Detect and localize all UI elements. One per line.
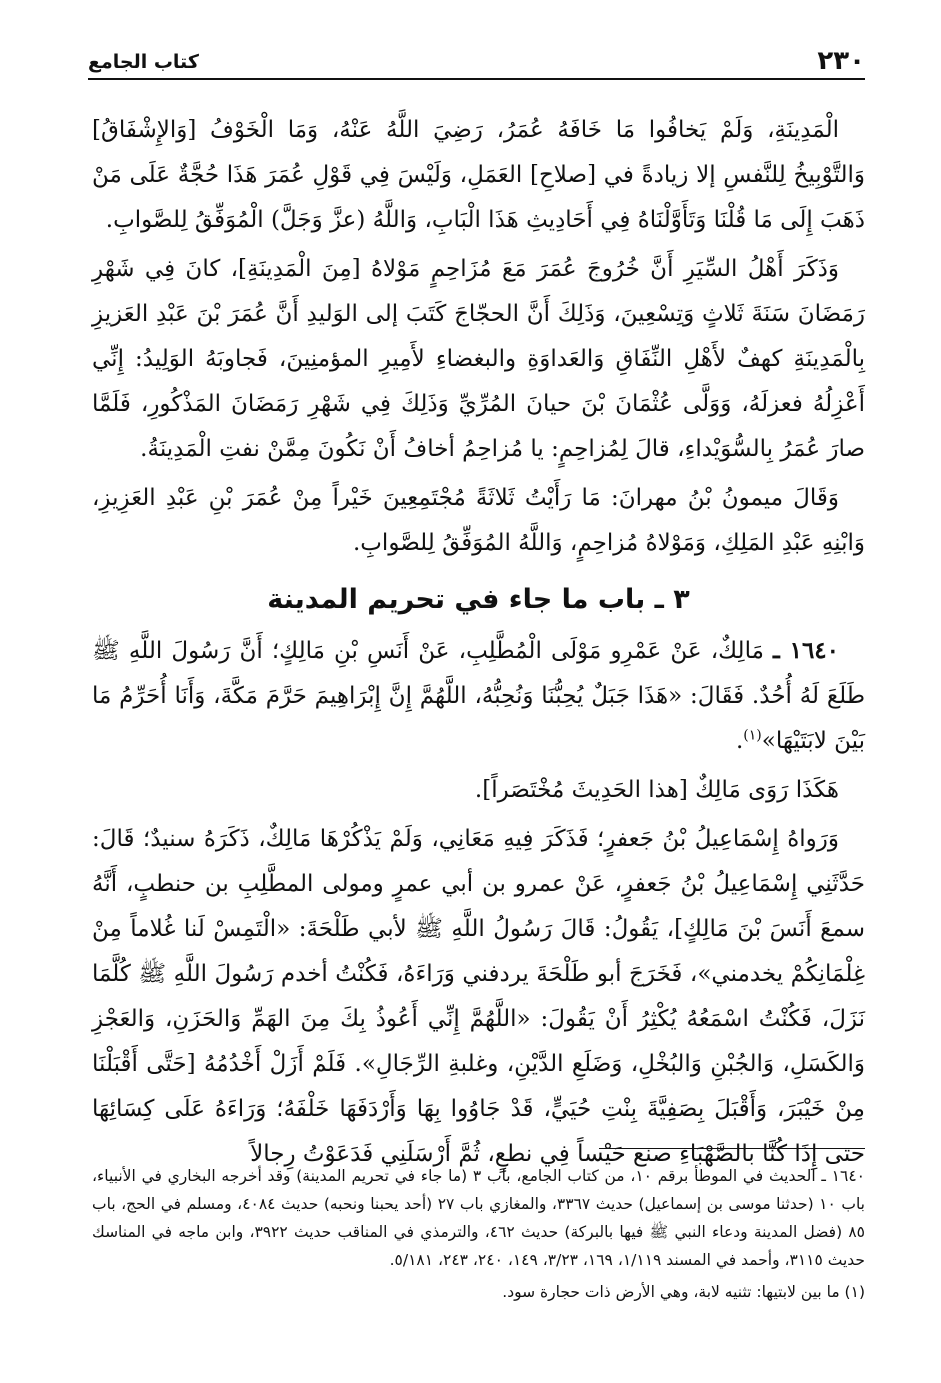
footnote-gloss: (١) ما بين لابتيها: تثنيه لابة، وهي الأرض ذات حجارة سود.	[502, 1283, 865, 1301]
paragraph: وَذَكَرَ أَهْلُ السِّيَرِ أَنَّ خُرُوجَ عُمَرَ مَعَ مُزَاحِمٍ مَوْلاهُ [مِنَ الْمَدِينَةِ]، كانَ فِي شَهْرِ رَمَضَانَ سَنَةَ ثَلاثٍ وَتِسْعِينَ، وَذَلِكَ أَنَّ الحجّاجَ كَتَبَ إلى الوَليدِ أَنَّ عُمَرَ بْنَ عَبْدِ العَزيزِ بِالْمَدِينَةِ كهفٌ لأَهْلِ النِّفَاقِ وَالعَداوَةِ والبغضاءِ لأَمِيرِ المؤمنِينَ، فَجاوبَهُ الوَلِيدُ: إِنِّي أَعْزِلُهُ فعزلَهُ، وَوَلَّى عُثْمَانَ بْنَ حيانَ المُرِّيِّ وَذَلِكَ فِي شَهْرِ رَمَضَانَ المَذْكُورِ، فَلَمَّا صارَ عُمَرُ بِالسُّوَيْداءِ، قالَ لِمُزاحِمٍ: يا مُزاحِمُ أخافُ أَنْ نَكُونَ مِمَّنْ نفتِ الْمَدِينَةُ.	[92, 256, 865, 462]
footnote-source: ١٦٤٠ ـ الحديث في الموطأ برقم ١٠، من كتاب الجامع، باب ٣ (ما جاء في تحريم المدينة) وقد أخرجه البخاري في الأنبياء، باب ١٠ (حدثنا موسى بن إسماعيل) حديث ٣٣٦٧، والمغازي باب ٢٧ (أحد يحبنا ونحبه) حديث ٤٠٨٤، ومسلم في الحج، باب ٨٥ (فضل المدينة ودعاء النبي ﷺ فيها بالبركة) حديث ٤٦٢، والترمذي في المناقب حديث ٣٩٢٢، وابن ماجه في المناسك حديث ٣١١٥، وأحمد في المسند ١/١١٩، ١٦٩، ٣/٢٣، ١٤٩، ٢٤٠، ٢٤٣، ٥/١٨١.	[92, 1167, 865, 1269]
footnote-divider	[599, 1148, 865, 1149]
paragraph: وَرَواهُ إِسْمَاعِيلُ بْنُ جَعفرٍ؛ فَذَكَرَ فِيهِ مَعَانِي، وَلَمْ يَذْكُرْهَا مَالِكٌ، ذَكَرَهُ سنيدٌ؛ قَالَ: حَدَّثَنِي إِسْمَاعِيلُ بْنُ جَعفرٍ، عَنْ عمرو بن أبي عمرٍ ومولى المطَّلِبِ بن حنطبٍ، أَنَّهُ سمعَ أَنَسَ بْنَ مَالِكٍ]، يَقُولُ: قَالَ رَسُولُ اللَّهِ ﷺ لأبي طَلْحَةَ: «الْتَمِسْ لَنا غُلاماً مِنْ غِلْمَانِكُمْ يخدمني»، فَخَرَجَ أبو طَلْحَةَ يردفني وَرَاءَهُ، فَكُنْتُ أخدم رَسُولَ اللَّهِ ﷺ كُلَّمَا نَزَلَ، فَكُنْتُ اسْمَعُهُ يُكْثِرُ أَنْ يَقُولَ: «اللَّهُمَّ إِنِّي أَعُوذُ بِكَ مِنَ الهَمِّ وَالحَزَنِ، وَالعَجْزِ وَالكَسَلِ، وَالجُبْنِ وَالبُخْلِ، وَضَلَعِ الدَّيْنِ، وغلبةِ الرِّجَالِ». فَلَمْ أَزَلْ أَخْدُمُهُ [حَتَّى أَقْبَلْنَا مِنْ خَيْبَرَ، وَأَقْبَلَ بِصَفِيَّةَ بِنْتِ حُيَيٍّ، قَدْ جَاوُوا بِهَا وَأَرْدَفَهَا خَلْفَهُ؛ وَرَاءَهُ عَلَى كِسَائِهَا حتى إِذَا كُنَّا بالصَّهْبَاءِ صنع حَيْساً فِي نطعٍ، ثُمَّ أَرْسَلَنِي فَدَعَوْتُ رِجالاً	[92, 826, 865, 1167]
paragraph: وَقَالَ ميمونُ بْنُ مهرانَ: مَا رَأَيْتُ ثَلاثَةً مُجْتَمِعِينَ خَيْراً مِنْ عُمَرَ بْنِ عَبْدِ العَزِيزِ، وَابْنِهِ عَبْدِ المَلِكِ، وَمَوْلاهُ مُزاحِمٍ، وَاللَّهُ المُوَفِّقُ لِلصَّوابِ.	[92, 485, 865, 556]
hadith-number: ١٦٤٠ ـ	[773, 637, 840, 664]
chapter-heading: ٣ ـ باب ما جاء في تحريم المدينة	[267, 584, 690, 615]
hadith-end: .	[735, 728, 744, 754]
hadith-paragraph	[92, 628, 865, 764]
page-number: ٢٣٠	[817, 46, 865, 76]
paragraph: هَكَذَا رَوَى مَالِكٌ [هذا الحَدِيثَ مُخْتَصَراً].	[474, 777, 839, 803]
hadith-text: مَالِكٌ، عَنْ عَمْرِو مَوْلَى الْمُطَّلِبِ، عَنْ أَنَسِ بْنِ مَالِكٍ؛ أَنَّ رَسُولَ اللَّهِ ﷺ طَلَعَ لَهُ أُحُدٌ. فَقَالَ: «هَذَا جَبَلٌ يُحِبُّنَا وَنُحِبُّهُ، اللَّهُمَّ إِنَّ إِبْرَاهِيمَ حَرَّمَ مَكَّةَ، وَأَنَا أُحَرِّمُ مَا بَيْنَ لابَتَيْهَا»	[92, 638, 866, 754]
main-text	[92, 108, 865, 1181]
running-header	[88, 36, 865, 80]
footnote-reference[interactable]: (١)	[743, 727, 762, 744]
footnotes	[92, 1162, 865, 1310]
paragraph: الْمَدِينَةِ، وَلَمْ يَخافُوا مَا خَافَهُ عُمَرُ، رَضِيَ اللَّهُ عَنْهُ، وَمَا الْخَوْفُ [وَالإِشْفَاقُ] وَالتَّوْبِيخُ لِلنَّفسِ إلا زيادةً في [صلاحِ] العَمَلِ، وَلَيْسَ فِي قَوْلِ عُمَرَ هَذَا حُجَّةٌ عَلَى مَنْ ذَهَبَ إِلَى مَا قُلْنَا وَتَأَوَّلْنَاهُ فِي أَحَادِيثِ هَذَا الْبَابِ، وَاللَّهُ (عزَّ وَجَلَّ) الْمُوَفِّقُ لِلصَّوابِ.	[92, 117, 865, 233]
book-title: كتاب الجامع	[88, 51, 199, 73]
